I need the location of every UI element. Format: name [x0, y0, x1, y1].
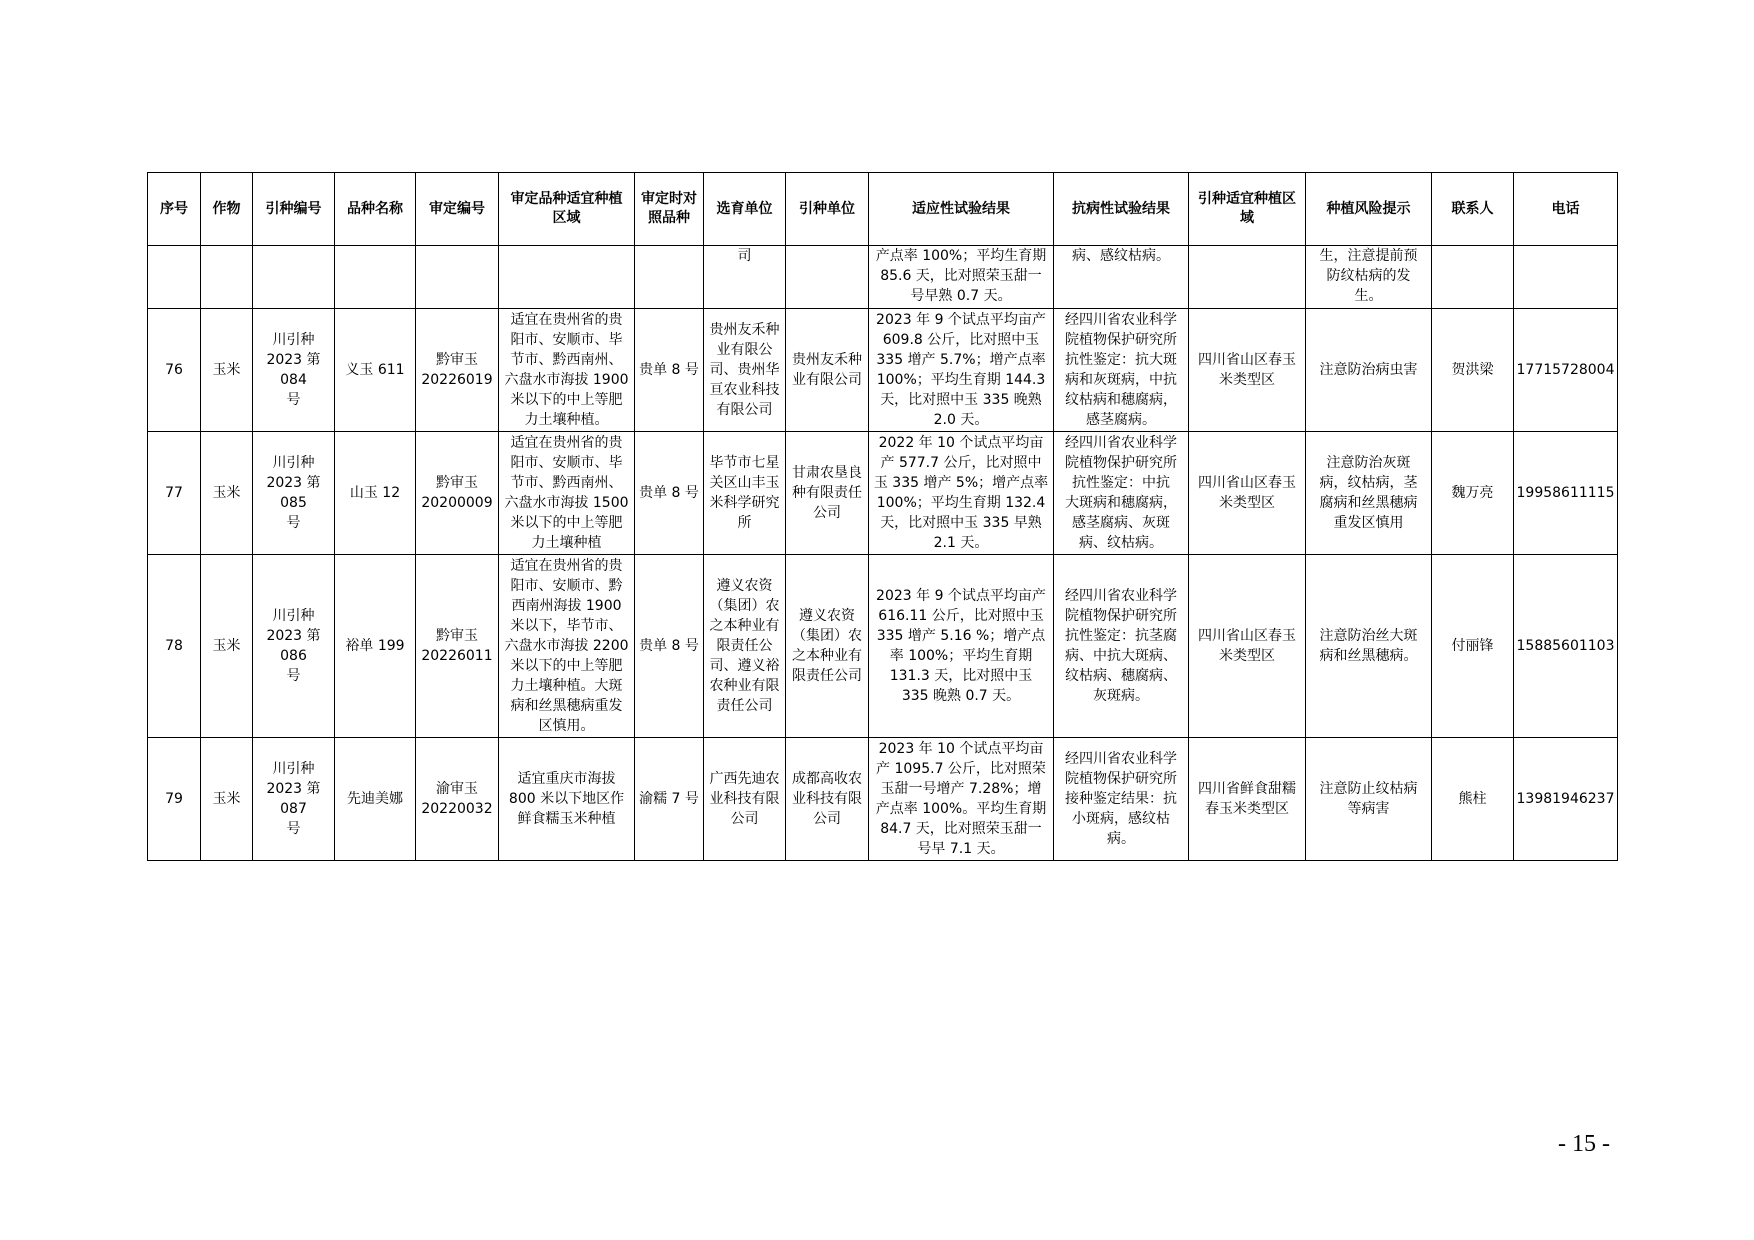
table-row — [148, 432, 1618, 555]
col-check-variety-cell — [635, 246, 704, 309]
col-risk-warning-cell: 注意防止纹枯病 等病害 — [1306, 738, 1432, 861]
col-introducer-cell: 贵州友禾种 业有限公司 — [786, 309, 869, 432]
col-approved-region-cell: 适宜在贵州省的贵 阳市、安顺市、黔 西南州海拔 1900 米以下，毕节市、 六盘水市海拔 2200 米以下的中上等肥 力土壤种植。大斑 病和丝黑穗病重发 区慎用。 — [499, 555, 635, 738]
col-introducer-cell: 遵义农资 （集团）农 之本种业有 限责任公司 — [786, 555, 869, 738]
col-disease-resistance-result-header: 抗病性试验结果 — [1054, 173, 1189, 246]
col-intro-number-header: 引种编号 — [253, 173, 335, 246]
col-disease-resistance-result-cell: 经四川省农业科学 院植物保护研究所 抗性鉴定：抗大斑 病和灰斑病，中抗 纹枯病和穗腐病， 感茎腐病。 — [1054, 309, 1189, 432]
col-variety-name-header: 品种名称 — [335, 173, 416, 246]
col-contact-cell: 熊柱 — [1432, 738, 1514, 861]
col-check-variety-cell: 贵单 8 号 — [635, 309, 704, 432]
col-intro-region-cell: 四川省山区春玉 米类型区 — [1189, 432, 1306, 555]
col-approved-region-cell: 适宜在贵州省的贵 阳市、安顺市、毕 节市、黔西南州、 六盘水市海拔 1900 米以下的中上等肥 力土壤种植。 — [499, 309, 635, 432]
col-index-cell: 77 — [148, 432, 201, 555]
col-adaptability-result-cell: 2023 年 9 个试点平均亩产 609.8 公斤，比对照中玉 335 增产 5.7%；增产点率 100%；平均生育期 144.3 天，比对照中玉 335 晚熟 2.0 天。 — [869, 309, 1054, 432]
col-intro-region-cell: 四川省山区春玉 米类型区 — [1189, 555, 1306, 738]
col-approval-number-header: 审定编号 — [416, 173, 499, 246]
col-risk-warning-cell: 注意防治病虫害 — [1306, 309, 1432, 432]
col-crop-cell: 玉米 — [201, 432, 253, 555]
col-breeder-cell: 司 — [704, 246, 786, 309]
col-contact-header: 联系人 — [1432, 173, 1514, 246]
col-introducer-header: 引种单位 — [786, 173, 869, 246]
table-row-continuation — [148, 246, 1618, 309]
col-risk-warning-cell: 注意防治丝大斑 病和丝黑穗病。 — [1306, 555, 1432, 738]
col-index-cell: 76 — [148, 309, 201, 432]
col-phone-cell: 15885601103 — [1514, 555, 1618, 738]
col-check-variety-cell: 渝糯 7 号 — [635, 738, 704, 861]
col-check-variety-header: 审定时对 照品种 — [635, 173, 704, 246]
col-contact-cell: 魏万亮 — [1432, 432, 1514, 555]
col-approval-number-cell — [416, 246, 499, 309]
col-contact-cell — [1432, 246, 1514, 309]
col-phone-cell — [1514, 246, 1618, 309]
col-index-cell: 79 — [148, 738, 201, 861]
col-variety-name-cell: 裕单 199 — [335, 555, 416, 738]
col-adaptability-result-cell: 2023 年 9 个试点平均亩产 616.11 公斤，比对照中玉 335 增产 5.16 %；增产点 率 100%；平均生育期 131.3 天，比对照中玉 335 晚熟 0.7 天。 — [869, 555, 1054, 738]
col-breeder-cell: 遵义农资 （集团）农 之本种业有 限责任公 司、遵义裕 农种业有限 责任公司 — [704, 555, 786, 738]
col-intro-number-cell: 川引种 2023 第 085 号 — [253, 432, 335, 555]
col-introducer-cell — [786, 246, 869, 309]
col-index-cell: 78 — [148, 555, 201, 738]
col-intro-number-cell: 川引种 2023 第 086 号 — [253, 555, 335, 738]
col-intro-region-cell: 四川省山区春玉 米类型区 — [1189, 309, 1306, 432]
col-phone-header: 电话 — [1514, 173, 1618, 246]
col-index-header: 序号 — [148, 173, 201, 246]
col-breeder-cell: 贵州友禾种 业有限公 司、贵州华 亘农业科技 有限公司 — [704, 309, 786, 432]
col-intro-number-cell: 川引种 2023 第 087 号 — [253, 738, 335, 861]
col-risk-warning-header: 种植风险提示 — [1306, 173, 1432, 246]
col-approved-region-cell: 适宜在贵州省的贵 阳市、安顺市、毕 节市、黔西南州、 六盘水市海拔 1500 米以下的中上等肥 力土壤种植 — [499, 432, 635, 555]
col-variety-name-cell: 山玉 12 — [335, 432, 416, 555]
col-approval-number-cell: 黔审玉 20226011 — [416, 555, 499, 738]
col-approved-region-cell — [499, 246, 635, 309]
col-index-cell — [148, 246, 201, 309]
table-row — [148, 309, 1618, 432]
table-row — [148, 555, 1618, 738]
col-introducer-cell: 成都高收农 业科技有限 公司 — [786, 738, 869, 861]
col-variety-name-cell — [335, 246, 416, 309]
col-introducer-cell: 甘肃农垦良 种有限责任 公司 — [786, 432, 869, 555]
col-disease-resistance-result-cell: 经四川省农业科学 院植物保护研究所 抗性鉴定：抗茎腐 病、中抗大斑病、 纹枯病、穗腐病、 灰斑病。 — [1054, 555, 1189, 738]
col-crop-cell: 玉米 — [201, 738, 253, 861]
col-risk-warning-cell: 注意防治灰斑 病，纹枯病，茎 腐病和丝黑穗病 重发区慎用 — [1306, 432, 1432, 555]
col-breeder-header: 选育单位 — [704, 173, 786, 246]
col-adaptability-result-header: 适应性试验结果 — [869, 173, 1054, 246]
col-crop-cell: 玉米 — [201, 555, 253, 738]
col-check-variety-cell: 贵单 8 号 — [635, 432, 704, 555]
col-phone-cell: 13981946237 — [1514, 738, 1618, 861]
col-crop-header: 作物 — [201, 173, 253, 246]
col-approved-region-header: 审定品种适宜种植 区域 — [499, 173, 635, 246]
col-phone-cell: 19958611115 — [1514, 432, 1618, 555]
col-variety-name-cell: 先迪美娜 — [335, 738, 416, 861]
col-intro-region-header: 引种适宜种植区 域 — [1189, 173, 1306, 246]
col-crop-cell — [201, 246, 253, 309]
col-check-variety-cell: 贵单 8 号 — [635, 555, 704, 738]
page-number: - 15 - — [1558, 1131, 1610, 1157]
col-adaptability-result-cell: 产点率 100%；平均生育期 85.6 天，比对照荣玉甜一 号早熟 0.7 天。 — [869, 246, 1054, 309]
col-breeder-cell: 毕节市七星 关区山丰玉 米科学研究 所 — [704, 432, 786, 555]
col-risk-warning-cell: 生，注意提前预 防纹枯病的发 生。 — [1306, 246, 1432, 309]
col-contact-cell: 贺洪梁 — [1432, 309, 1514, 432]
col-phone-cell: 17715728004 — [1514, 309, 1618, 432]
col-crop-cell: 玉米 — [201, 309, 253, 432]
col-approval-number-cell: 渝审玉 20220032 — [416, 738, 499, 861]
col-approved-region-cell: 适宜重庆市海拔 800 米以下地区作 鲜食糯玉米种植 — [499, 738, 635, 861]
header-row — [148, 173, 1618, 246]
col-disease-resistance-result-cell: 经四川省农业科学 院植物保护研究所 接种鉴定结果：抗 小斑病，感纹枯 病。 — [1054, 738, 1189, 861]
col-breeder-cell: 广西先迪农 业科技有限 公司 — [704, 738, 786, 861]
col-approval-number-cell: 黔审玉 20200009 — [416, 432, 499, 555]
col-contact-cell: 付丽锋 — [1432, 555, 1514, 738]
col-disease-resistance-result-cell: 经四川省农业科学 院植物保护研究所 抗性鉴定：中抗 大斑病和穗腐病， 感茎腐病、灰斑 病、纹枯病。 — [1054, 432, 1189, 555]
col-intro-region-cell — [1189, 246, 1306, 309]
col-intro-number-cell — [253, 246, 335, 309]
variety-table — [147, 172, 1618, 861]
col-intro-region-cell: 四川省鲜食甜糯 春玉米类型区 — [1189, 738, 1306, 861]
col-variety-name-cell: 义玉 611 — [335, 309, 416, 432]
col-adaptability-result-cell: 2022 年 10 个试点平均亩 产 577.7 公斤，比对照中 玉 335 增产 5%；增产点率 100%；平均生育期 132.4 天，比对照中玉 335 早熟 2.1 天。 — [869, 432, 1054, 555]
col-disease-resistance-result-cell: 病、感纹枯病。 — [1054, 246, 1189, 309]
col-adaptability-result-cell: 2023 年 10 个试点平均亩 产 1095.7 公斤，比对照荣 玉甜一号增产 7.28%；增 产点率 100%。平均生育期 84.7 天，比对照荣玉甜一 号早 7.1 天。 — [869, 738, 1054, 861]
col-intro-number-cell: 川引种 2023 第 084 号 — [253, 309, 335, 432]
table-row — [148, 738, 1618, 861]
col-approval-number-cell: 黔审玉 20226019 — [416, 309, 499, 432]
